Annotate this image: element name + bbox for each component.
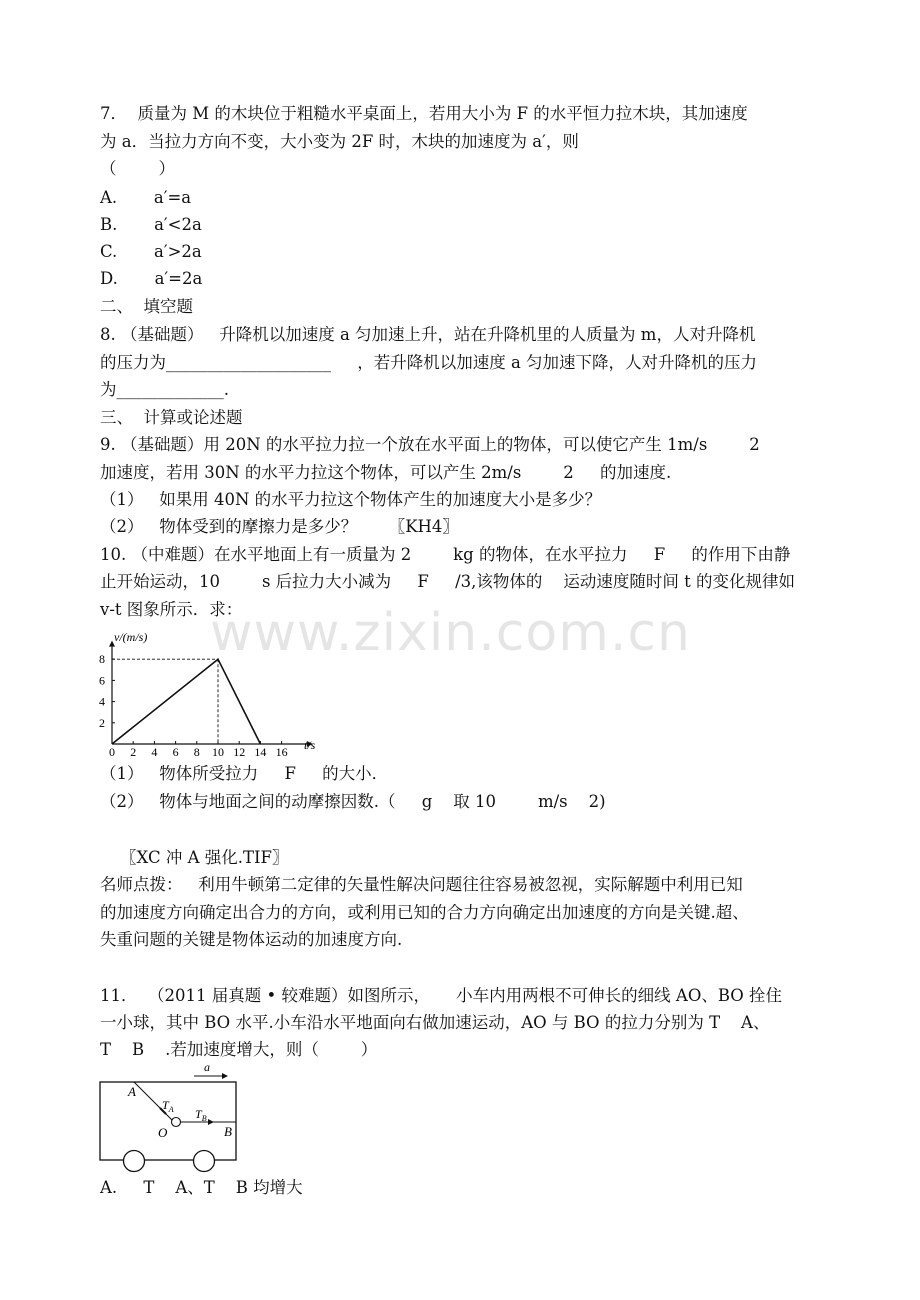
x-axis-label: t/s: [304, 738, 316, 752]
watermark: www.zixin.com.cn: [210, 603, 691, 663]
q9-sub1: （1） 如果用 40N 的水平力拉这个物体产生的加速度大小是多少？: [100, 490, 602, 509]
x-tick-label-6: 12: [233, 745, 246, 757]
tip-line1: 名师点拨： 利用牛顿第二定律的矢量性解决问题往往容易被忽视，实际解题中利用已知: [100, 875, 743, 894]
section-heading-fill: 二、 填空题: [100, 297, 193, 316]
label-A: A: [128, 1084, 136, 1099]
q10-line1: 10. （中难题）在水平地面上有一质量为 2 kg 的物体，在水平拉力 F 的作用下由静: [100, 545, 791, 564]
wheel-right: [194, 1151, 215, 1172]
q11-option-a: A. T A、T B 均增大: [100, 1178, 303, 1197]
q8-line3: 为_____________.: [100, 380, 229, 399]
q8-line1: 8. （基础题） 升降机以加速度 a 匀加速上升，站在升降机里的人质量为 m，人对升降机: [100, 325, 756, 344]
label-TB: $T_B$: [195, 1107, 207, 1123]
q11-line1: 11． （2011 届真题 • 较难题）如图所示， 小车内用两根不可伸长的细线 AO、BO 拴住: [100, 986, 783, 1005]
tip-line3: 失重问题的关键是物体运动的加速度方向.: [100, 930, 403, 949]
q7-line1: 7． 质量为 M 的木块位于粗糙水平桌面上，若用大小为 F 的水平恒力拉木块，其加速度: [100, 104, 748, 123]
wheel-left: [124, 1151, 145, 1172]
label-B: B: [224, 1124, 232, 1139]
q9-line2: 加速度，若用 30N 的水平力拉这个物体，可以产生 2m/s 2 的加速度.: [100, 463, 672, 482]
q11-line2: 一小球，其中 BO 水平.小车沿水平地面向右做加速运动，AO 与 BO 的拉力分别为 T A、: [100, 1013, 770, 1032]
x-tick-label-0: 0: [109, 745, 115, 757]
label-a: a: [204, 1060, 210, 1074]
x-tick-label-2: 4: [151, 745, 158, 757]
cart-diagram: [96, 1060, 244, 1174]
image-tag: 〖XC 冲 A 强化.TIF〗: [120, 848, 289, 867]
label-O: O: [158, 1125, 168, 1140]
y-axis-label: v/(m/s): [114, 630, 148, 644]
vt-graph: [92, 627, 332, 757]
tension-tb-arrowhead: [208, 1119, 214, 1125]
q11-line3: T B .若加速度增大，则（ ）: [100, 1040, 378, 1059]
q10-line2: 止开始运动，10 s 后拉力大小减为 F /3,该物体的 运动速度随时间 t 的变化规律如: [100, 572, 795, 591]
x-tick-label-8: 16: [275, 745, 288, 757]
q9-line1: 9. （基础题）用 20N 的水平拉力拉一个放在水平面上的物体，可以使它产生 1m/s 2: [100, 435, 760, 454]
q8-line2: 的压力为____________________ ，若升降机以加速度 a 匀加速下降，人对升降机的压力: [100, 353, 758, 372]
q7-option-d: D. a′=2a: [100, 269, 203, 288]
y-tick-label-0: 2: [99, 715, 105, 730]
label-TA: $T_A$: [162, 1098, 174, 1114]
x-tick-label-1: 2: [130, 745, 137, 757]
q7-paren: （ ）: [100, 159, 175, 178]
q10-sub1: （1） 物体所受拉力 F 的大小．: [100, 764, 389, 783]
q7-line2: 为 a．当拉力方向不变，大小变为 2F 时，木块的加速度为 a′，则: [100, 132, 579, 151]
y-tick-label-2: 6: [99, 673, 105, 688]
y-tick-label-1: 4: [99, 694, 105, 709]
y-tick-label-3: 8: [99, 652, 105, 667]
section-heading-calc: 三、 计算或论述题: [100, 408, 243, 427]
x-tick-label-3: 6: [172, 745, 179, 757]
x-tick-label-4: 8: [193, 745, 200, 757]
q10-line3: v-t 图象所示．求：: [100, 600, 243, 619]
acceleration-arrowhead: [222, 1073, 228, 1079]
x-tick-label-7: 14: [254, 745, 267, 757]
ball: [172, 1118, 181, 1127]
q9-sub2: （2） 物体受到的摩擦力是多少？ 〖KH4〗: [100, 517, 459, 536]
q7-option-a: A. a′=a: [100, 188, 192, 207]
tip-line2: 的加速度方向确定出合力的方向，或利用已知的合力方向确定出加速度的方向是关键.超、: [100, 903, 749, 922]
series-line-0: [112, 659, 260, 744]
cart-body: [100, 1082, 236, 1160]
x-tick-label-5: 10: [212, 745, 224, 757]
q7-option-b: B. a′<2a: [100, 215, 202, 234]
q7-option-c: C. a′>2a: [100, 242, 202, 261]
q10-sub2: （2） 物体与地面之间的动摩擦因数.（ g 取 10 m/s 2): [100, 792, 606, 811]
